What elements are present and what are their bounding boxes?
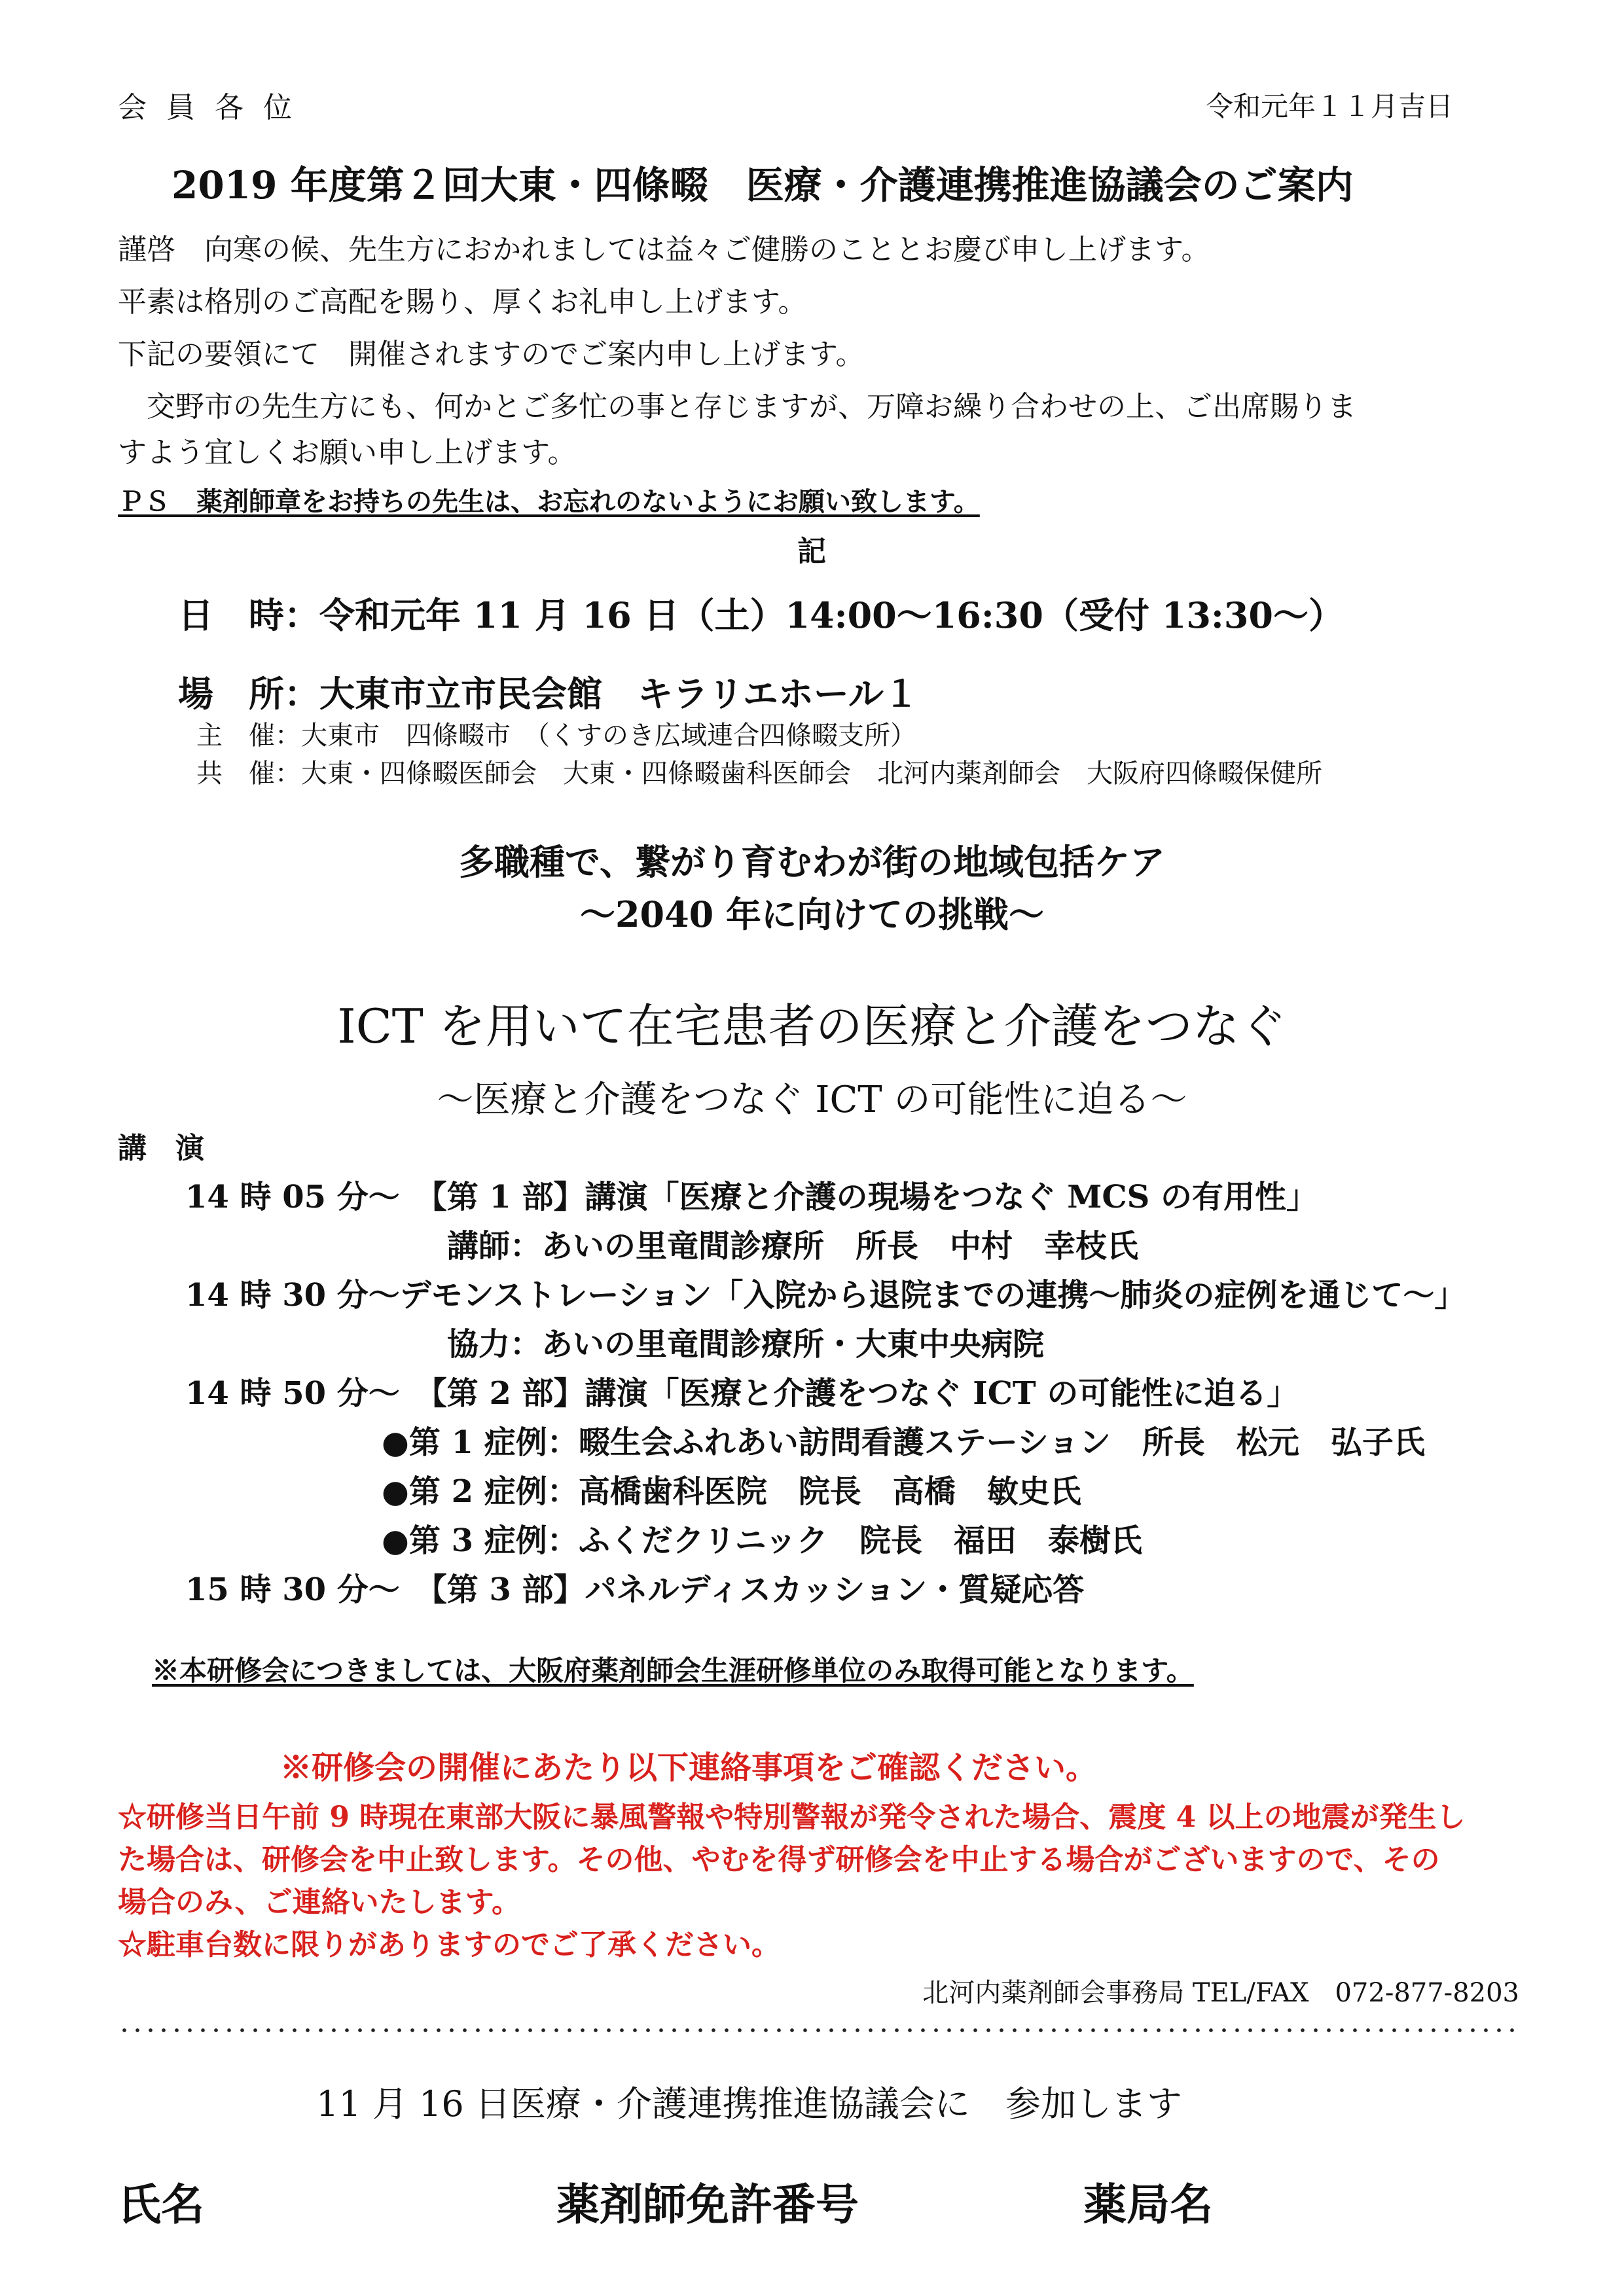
reply-statement: 11 月 16 日医療・介護連携推進協議会に 参加します: [316, 2083, 1182, 2125]
notice-heading: ※研修会の開催にあたり以下連絡事項をご確認ください。: [280, 1749, 1098, 1786]
page-title: 2019 年度第２回大東・四條畷 医療・介護連携推進協議会のご案内: [171, 163, 1354, 207]
program-row-7: ●第 2 症例：高橋歯科医院 院長 高橋 敏史氏: [382, 1473, 1081, 1510]
venue-label: 場 所：: [178, 673, 319, 715]
datetime-value: 令和元年 11 月 16 日（土）14:00～16:30（受付 13:30～）: [319, 594, 1344, 636]
intro-line-2: 平素は格別のご高配を賜り、厚くお礼申し上げます。: [118, 285, 807, 319]
lecture-main-title: ICT を用いて在宅患者の医療と介護をつなぐ: [337, 999, 1287, 1054]
intro-line-5: すよう宜しくお願い申し上げます。: [118, 436, 577, 469]
datetime-label: 日 時：: [178, 594, 319, 636]
notice-line-2: た場合は、研修会を中止致します。その他、やむを得ず研修会を中止する場合がございますので、その: [118, 1843, 1440, 1876]
program-row-1: 14 時 05 分～ 【第 1 部】講演「医療と介護の現場をつなぐ MCS の有用性」: [185, 1179, 1318, 1215]
credit-note: ※本研修会につきましては、大阪府薬剤師会生涯研修単位のみ取得可能となります。: [152, 1655, 1194, 1687]
notice-line-3: 場合のみ、ご連絡いたします。: [118, 1886, 521, 1919]
program-row-8: ●第 3 症例：ふくだクリニック 院長 福田 泰樹氏: [382, 1522, 1142, 1559]
program-row-2: 講師：あいの里竜間診療所 所長 中村 幸枝氏: [447, 1228, 1139, 1265]
contact-info: 北河内薬剤師会事務局 TEL/FAX 072-877-8203: [922, 1978, 1519, 2008]
ps-note: ＰＳ 薬剤師章をお持ちの先生は、お忘れのないようにお願い致します。: [118, 486, 980, 517]
name-field-label: 氏名: [118, 2179, 204, 2230]
cosponsor-value: 大東・四條畷医師会 大東・四條畷歯科医師会 北河内薬剤師会 大阪府四條畷保健所: [301, 759, 1322, 789]
cosponsor-label: 共 催：: [196, 759, 301, 789]
organizer-label: 主 催：: [196, 721, 301, 751]
pharmacy-name-field-label: 薬局名: [1083, 2179, 1213, 2230]
datetime-row: [178, 588, 1344, 638]
organizer-value: 大東市 四條畷市 （くすのき広域連合四條畷支所）: [301, 721, 916, 751]
notice-line-1: ☆研修当日午前 9 時現在東部大阪に暴風警報や特別警報が発令された場合、震度 4 以上の地震が発生し: [118, 1801, 1466, 1834]
intro-line-3: 下記の要領にて 開催されますのでご案内申し上げます。: [118, 338, 865, 371]
lecture-subtitle: ～医療と介護をつなぐ ICT の可能性に迫る～: [437, 1079, 1187, 1121]
venue-row: [178, 666, 919, 717]
program-row-9: 15 時 30 分～ 【第 3 部】パネルディスカッション・質疑応答: [185, 1571, 1085, 1608]
notice-line-4: ☆駐車台数に限りがありますのでご了承ください。: [118, 1928, 780, 1962]
issue-date: 令和元年１１月吉日: [1206, 90, 1454, 122]
organizer-row: [196, 715, 916, 752]
cut-line-divider: [118, 2028, 1519, 2033]
addressee: 会 員 各 位: [118, 91, 297, 124]
program-row-3: 14 時 30 分～デモンストレーション「入院から退院までの連携～肺炎の症例を通じて～」: [185, 1277, 1466, 1314]
intro-line-4: 交野市の先生方にも、何かとご多忙の事と存じますが、万障お繰り合わせの上、ご出席賜りま: [118, 390, 1356, 423]
ki-heading: 記: [797, 535, 826, 568]
program-row-5: 14 時 50 分～ 【第 2 部】講演「医療と介護をつなぐ ICT の可能性に迫る」: [185, 1375, 1299, 1412]
cosponsor-row: [196, 753, 1322, 790]
license-number-field-label: 薬剤師免許番号: [556, 2179, 859, 2230]
theme-line-1: 多職種で、繋がり育むわが街の地域包括ケア: [459, 841, 1165, 883]
intro-line-1: 謹啓 向寒の候、先生方におかれましては益々ご健勝のこととお慶び申し上げます。: [118, 233, 1210, 266]
program-row-6: ●第 1 症例：畷生会ふれあい訪問看護ステーション 所長 松元 弘子氏: [382, 1424, 1425, 1461]
venue-value: 大東市立市民会館 キラリエホール１: [319, 673, 919, 715]
program-heading: 講 演: [118, 1132, 204, 1165]
theme-line-2: ～2040 年に向けての挑戦～: [579, 893, 1045, 935]
program-row-4: 協力：あいの里竜間診療所・大東中央病院: [447, 1326, 1045, 1363]
